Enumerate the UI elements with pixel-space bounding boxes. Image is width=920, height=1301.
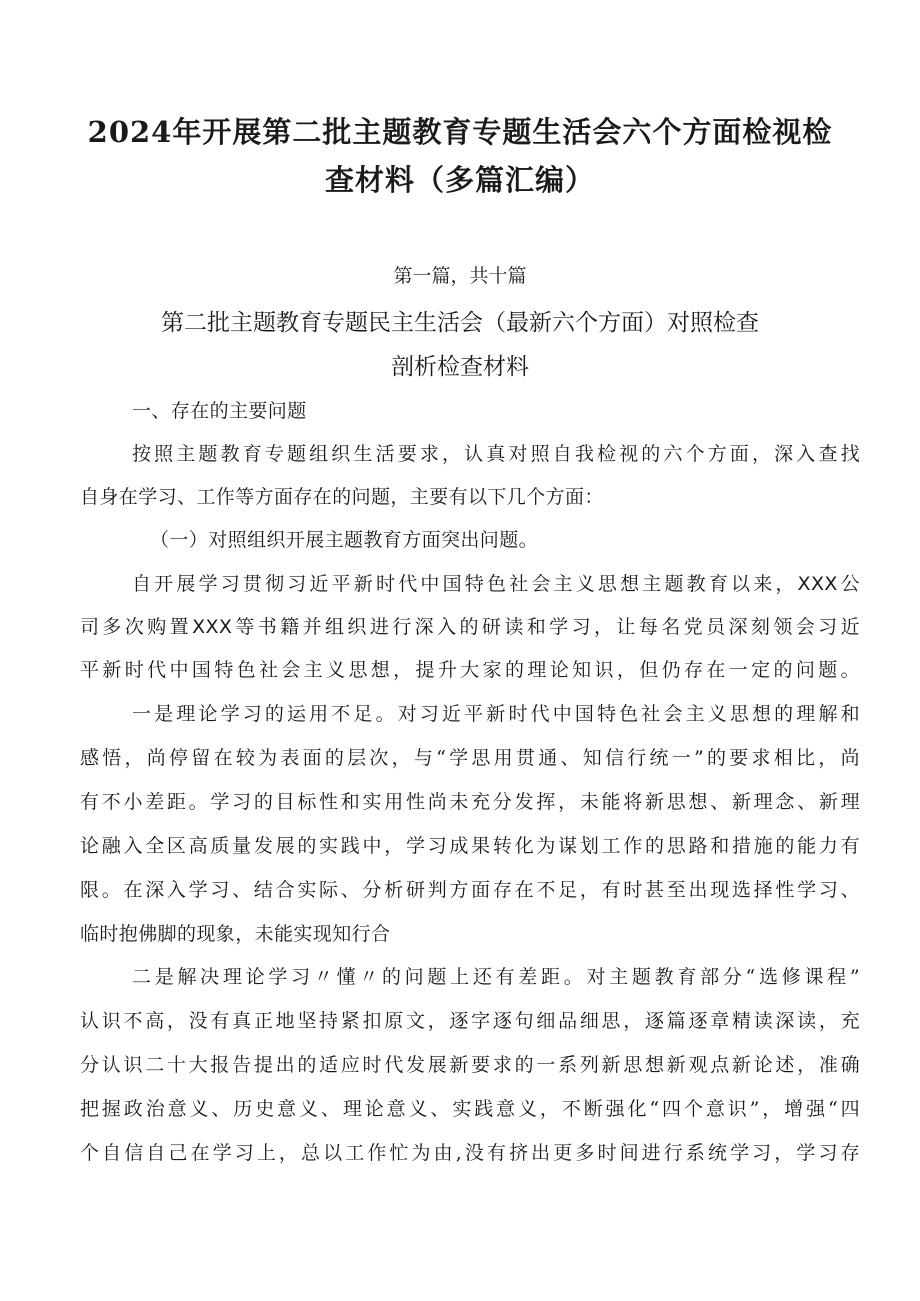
paragraph-line: 自身在学习、工作等方面存在的问题，主要有以下几个方面： — [80, 486, 604, 508]
section-title-line-1: 第二批主题教育专题民主生活会（最新六个方面）对照检查 — [161, 310, 759, 336]
heading-existing-problems: 一、存在的主要问题 — [132, 400, 307, 422]
document-title-line-1: 2024年开展第二批主题教育专题生活会六个方面检视检 — [87, 115, 833, 149]
paragraph-line: 按照主题教育专题组织生活要求，认真对照自我检视的六个方面，深入查找 — [132, 443, 860, 465]
paragraph-line: 把握政治意义、历史意义、理论意义、实践意义，不断强化“四个意识”，增强“四 — [80, 1098, 860, 1120]
subheading-line: （一）对照组织开展主题教育方面突出问题。 — [150, 529, 539, 551]
paragraph-line: 限。在深入学习、结合实际、分析研判方面存在不足，有时甚至出现选择性学习、 — [80, 879, 860, 901]
paragraph-line: 临时抱佛脚的现象，未能实现知行合 — [80, 923, 391, 945]
paragraph-line: 感悟，尚停留在较为表面的层次，与“学思用贯通、知信行统一”的要求相比，尚 — [80, 747, 860, 769]
paragraph-line: 认识不高，没有真正地坚持紧扣原文，逐字逐句细品细思，逐篇逐章精读深读，充 — [80, 1010, 860, 1032]
paragraph-line: 一是理论学习的运用不足。对习近平新时代中国特色社会主义思想的理解和 — [132, 703, 860, 725]
paragraph-line: 有不小差距。学习的目标性和实用性尚未充分发挥，未能将新思想、新理念、新理 — [80, 791, 860, 813]
section-title-line-2: 剖析检查材料 — [391, 354, 529, 380]
document-title-line-2: 查材料（多篇汇编） — [324, 163, 595, 197]
paragraph-line: 分认识二十大报告提出的适应时代发展新要求的一系列新思想新观点新论述，准确 — [80, 1054, 860, 1076]
paragraph-line: 个自信自己在学习上，总以工作忙为由,没有挤出更多时间进行系统学习，学习存 — [80, 1142, 860, 1164]
paragraph-line: 平新时代中国特色社会主义思想，提升大家的理论知识，但仍存在一定的问题。 — [80, 659, 860, 681]
part-label: 第一篇，共十篇 — [393, 265, 527, 287]
paragraph-line: 司多次购置XXX等书籍并组织进行深入的研读和学习，让每名党员深刻领会习近 — [80, 616, 860, 638]
paragraph-line: 二是解决理论学习〃懂〃的问题上还有差距。对主题教育部分“选修课程” — [132, 966, 860, 988]
paragraph-line: 论融入全区高质量发展的实践中，学习成果转化为谋划工作的思路和措施的能力有 — [80, 835, 860, 857]
paragraph-line: 自开展学习贯彻习近平新时代中国特色社会主义思想主题教育以来，XXX公 — [132, 573, 860, 595]
